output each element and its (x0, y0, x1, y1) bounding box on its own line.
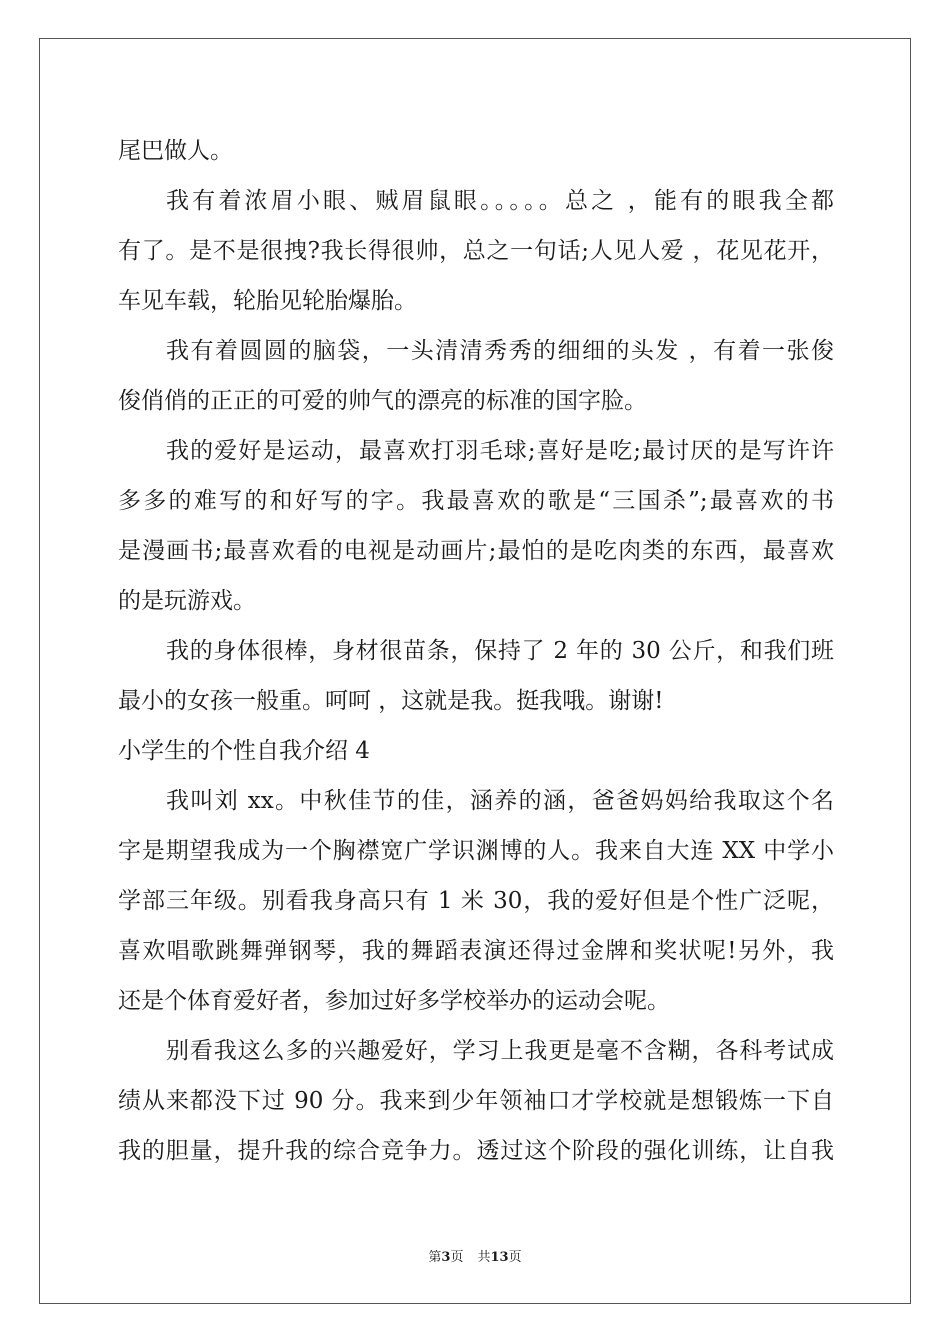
page-label-suffix: 页 (450, 1250, 464, 1265)
text-line: 还是个体育爱好者，参加过好多学校举办的运动会呢。 (118, 988, 670, 1014)
text-line: 喜欢唱歌跳舞弹钢琴，我的舞蹈表演还得过金牌和奖状呢!另外，我 (118, 938, 834, 964)
page-label-prefix: 第 (428, 1250, 442, 1265)
text-line: 绩从来都没下过 90 分。我来到少年领袖口才学校就是想锻炼一下自 (118, 1088, 834, 1114)
document-body (118, 126, 834, 1176)
text-line: 的是玩游戏。 (118, 588, 256, 614)
total-pages: 13 (490, 1250, 509, 1265)
text-line: 多多的难写的和好写的字。我最喜欢的歌是“三国杀”;最喜欢的书 (118, 488, 834, 514)
page-number: 3 (441, 1250, 451, 1265)
text-line: 字是期望我成为一个胸襟宽广学识渊博的人。我来自大连 XX 中学小 (118, 838, 834, 864)
text-line: 我有着圆圆的脑袋，一头清清秀秀的细细的头发 ，有着一张俊 (166, 338, 834, 364)
total-label-suffix: 页 (508, 1250, 522, 1265)
text-line: 学部三年级。别看我身高只有 1 米 30，我的爱好但是个性广泛呢， (118, 888, 834, 914)
text-line: 我的胆量，提升我的综合竞争力。透过这个阶段的强化训练，让自我 (118, 1138, 834, 1164)
text-line: 我有着浓眉小眼、贼眉鼠眼。。。。。总之 ，能有的眼我全都 (166, 188, 834, 214)
section-heading: 小学生的个性自我介绍 4 (118, 738, 370, 764)
text-line: 俊俏俏的正正的可爱的帅气的漂亮的标准的国字脸。 (118, 388, 647, 414)
text-line: 我的爱好是运动，最喜欢打羽毛球;喜好是吃;最讨厌的是写许许 (166, 438, 834, 464)
text-line: 别看我这么多的兴趣爱好，学习上我更是毫不含糊，各科考试成 (166, 1038, 834, 1064)
text-line: 我叫刘 xx。中秋佳节的佳，涵养的涵，爸爸妈妈给我取这个名 (166, 788, 834, 814)
text-line: 有了。是不是很拽?我长得很帅，总之一句话;人见人爱 ，花见花开， (118, 238, 834, 264)
text-line: 是漫画书;最喜欢看的电视是动画片;最怕的是吃肉类的东西，最喜欢 (118, 538, 834, 564)
text-line: 最小的女孩一般重。呵呵 ，这就是我。挺我哦。谢谢! (118, 688, 664, 714)
text-line: 车见车载，轮胎见轮胎爆胎。 (118, 288, 417, 314)
text-line: 我的身体很棒，身材很苗条，保持了 2 年的 30 公斤，和我们班 (166, 638, 834, 664)
text-line: 尾巴做人。 (118, 138, 233, 164)
total-label-prefix: 共 (477, 1250, 491, 1265)
page-footer (0, 1246, 950, 1265)
